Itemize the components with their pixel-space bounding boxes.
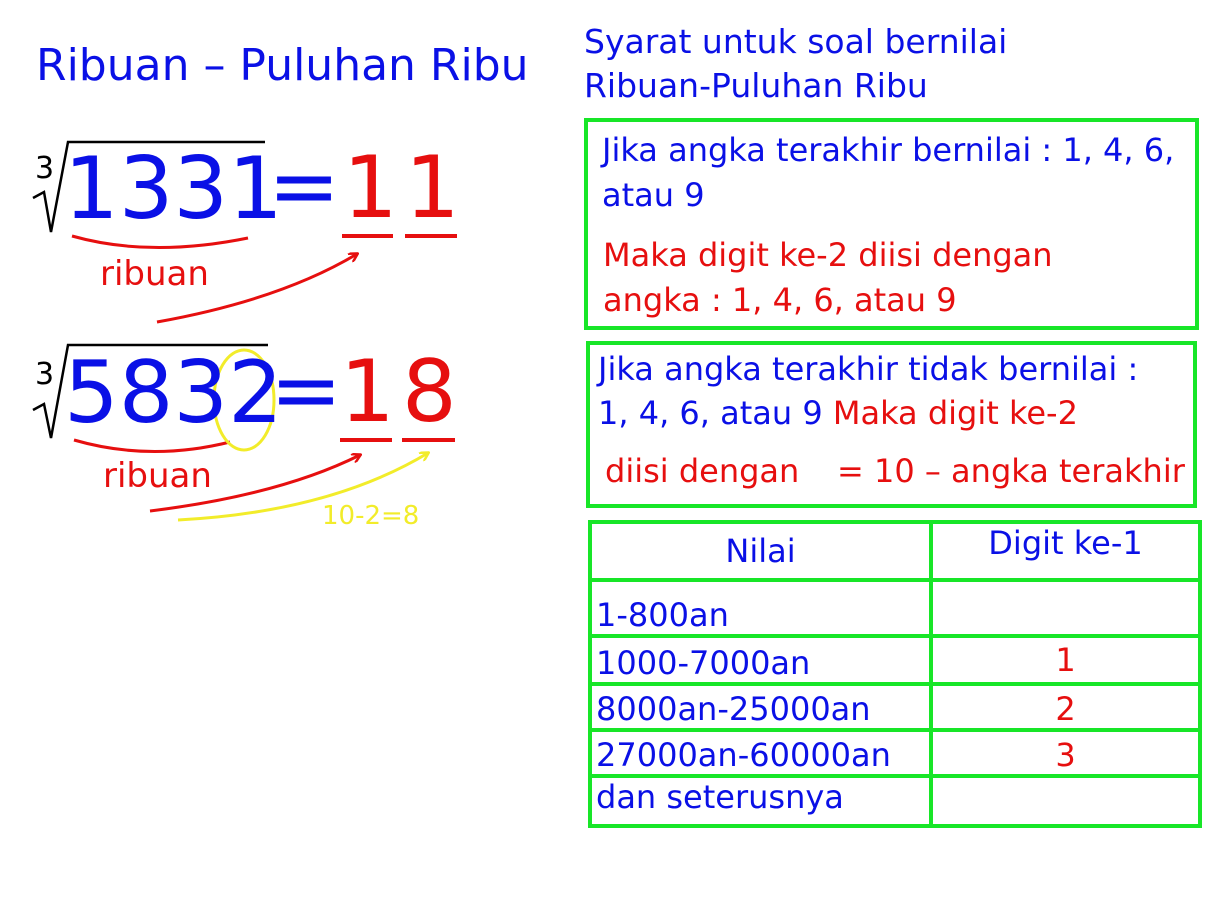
- answer-digit-2-second: 8: [402, 342, 457, 442]
- rule-1-condition-line-1: Jika angka terakhir bernilai : 1, 4, 6,: [602, 131, 1175, 169]
- rule-2-result-start: Maka digit ke-2: [832, 394, 1078, 432]
- rule-1-result-line-1: Maka digit ke-2 diisi dengan: [603, 236, 1053, 274]
- table-cell-digit: 2: [931, 684, 1200, 730]
- table-cell-value: dan seterusnya: [590, 776, 931, 826]
- table-cell-value: 27000an-60000an: [590, 730, 931, 776]
- rule-2-result-fill: diisi dengan: [605, 452, 800, 490]
- page-title: Ribuan – Puluhan Ribu: [36, 40, 529, 91]
- table-row: [590, 776, 1200, 826]
- table-row: [590, 684, 1200, 730]
- root-index-2: 3: [35, 357, 55, 392]
- radicand-2-last-digit: 2: [228, 343, 283, 443]
- table-cell-digit: [931, 580, 1200, 636]
- radicand-2-prefix: 583: [64, 343, 229, 443]
- rule-1-result-line-2: angka : 1, 4, 6, atau 9: [603, 281, 957, 319]
- table-cell-digit: [931, 776, 1200, 826]
- caption-thousands-2: ribuan: [103, 456, 212, 496]
- answer-digit-1-second: 1: [405, 138, 460, 238]
- equals-sign-1: =: [268, 136, 341, 236]
- root-index-1: 3: [35, 151, 55, 186]
- table-row: [590, 580, 1200, 636]
- rules-heading-line-1: Syarat untuk soal bernilai: [584, 22, 1008, 61]
- radicand-1: 1331: [64, 139, 283, 239]
- rules-heading: [584, 20, 1007, 108]
- answer-digit-1-first: 1: [343, 138, 398, 238]
- rule-2-formula: = 10 – angka terakhir: [837, 452, 1185, 490]
- table-cell-digit: 3: [931, 730, 1200, 776]
- radicand-2: [64, 345, 283, 441]
- table-cell-digit: 1: [931, 636, 1200, 684]
- rule-2-values: 1, 4, 6, atau 9: [598, 394, 823, 432]
- table-cell-value: 1000-7000an: [590, 636, 931, 684]
- calculation-note: 10-2=8: [322, 501, 420, 531]
- caption-thousands-1: ribuan: [100, 254, 209, 294]
- first-digit-table: [588, 520, 1202, 828]
- answer-digit-2-first: 1: [340, 342, 395, 442]
- rule-box-1: [584, 118, 1199, 330]
- rule-box-2: [586, 341, 1197, 508]
- rule-1-condition-line-2: atau 9: [602, 176, 705, 214]
- rule-2-condition-line-1: Jika angka terakhir tidak bernilai :: [598, 350, 1139, 388]
- table-header-first-digit: Digit ke-1: [931, 522, 1200, 580]
- table-row: [590, 636, 1200, 684]
- equals-sign-2: =: [270, 340, 343, 440]
- table-header-row: [590, 522, 1200, 580]
- table-cell-value: 1-800an: [590, 580, 931, 636]
- rules-heading-line-2: Ribuan-Puluhan Ribu: [584, 66, 928, 105]
- table-row: [590, 730, 1200, 776]
- table-header-value: Nilai: [590, 522, 931, 580]
- rule-2-condition-line-2: [598, 391, 1078, 436]
- table-cell-value: 8000an-25000an: [590, 684, 931, 730]
